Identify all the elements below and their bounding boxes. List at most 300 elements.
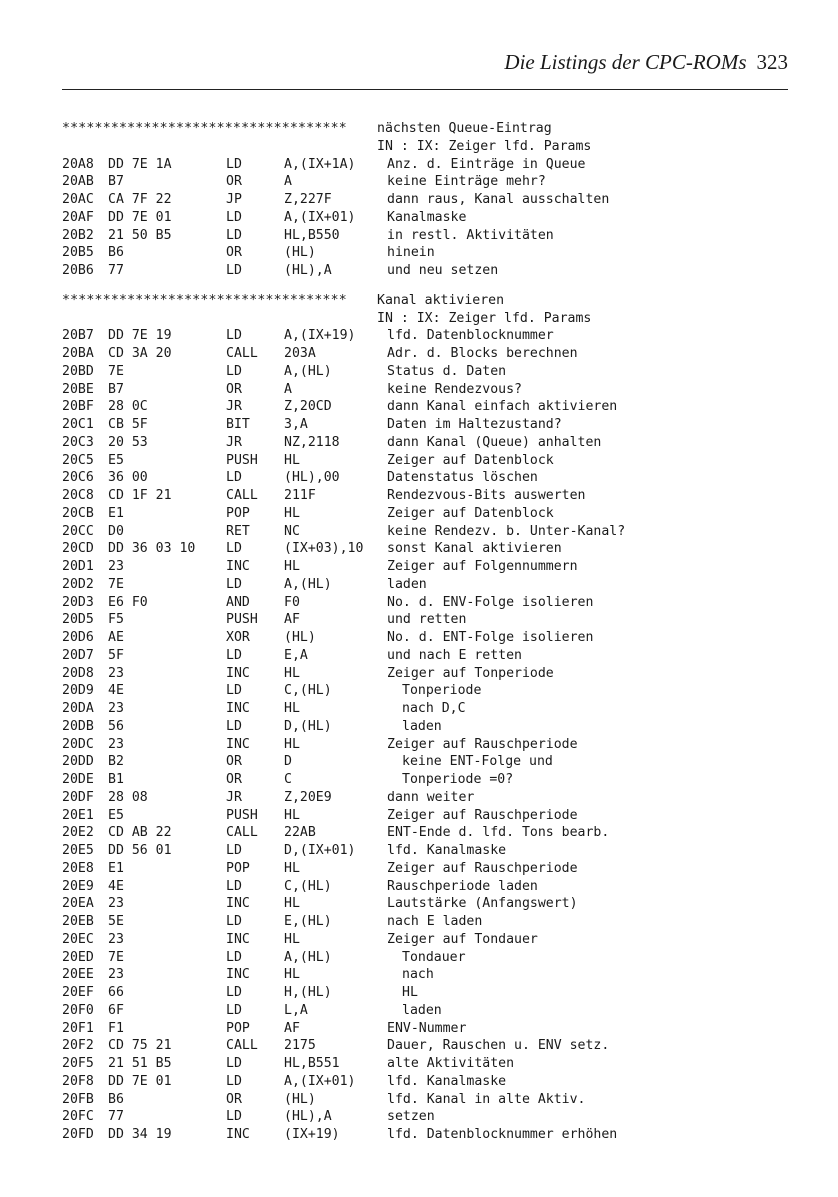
mnemonic: OR — [226, 1091, 242, 1107]
address: 20C3 — [62, 434, 94, 450]
listing-row — [62, 1055, 788, 1073]
mnemonic: CALL — [226, 825, 258, 841]
mnemonic: LD — [226, 878, 242, 894]
listing-row — [62, 1002, 788, 1020]
comment: und nach E retten — [387, 647, 522, 663]
address: 20AC — [62, 192, 94, 207]
mnemonic: LD — [226, 328, 242, 344]
page-number: 323 — [756, 50, 788, 74]
section-heading: nächsten Queue-Eintrag — [377, 121, 552, 136]
opcode-bytes: 20 53 — [108, 434, 148, 450]
comment: IN : IX: Zeiger lfd. Params — [377, 310, 592, 326]
operand: Z,20E9 — [284, 789, 332, 805]
operand: 22AB — [284, 825, 316, 841]
comment: HL — [402, 985, 418, 1000]
opcode-bytes: 5F — [108, 647, 124, 663]
opcode-bytes: E6 F0 — [108, 594, 148, 610]
address: 20DF — [62, 789, 94, 805]
mnemonic: JR — [226, 434, 242, 450]
comment: dann weiter — [387, 789, 475, 805]
operand: C,(HL) — [284, 683, 332, 699]
opcode-bytes: 28 0C — [108, 399, 148, 415]
comment: dann Kanal einfach aktivieren — [387, 399, 618, 415]
listing-row — [62, 505, 788, 523]
listing-row — [62, 913, 788, 931]
separator-stars: *********************************** — [62, 121, 347, 136]
mnemonic: LD — [226, 985, 242, 1000]
mnemonic: JR — [226, 789, 242, 805]
comment: Tondauer — [402, 949, 466, 965]
operand: A,(IX+19) — [284, 328, 356, 344]
operand: NZ,2118 — [284, 434, 340, 450]
mnemonic: CALL — [226, 346, 258, 361]
comment: und neu setzen — [387, 263, 499, 278]
address: 20EE — [62, 967, 94, 983]
comment: Daten im Haltezustand? — [387, 417, 562, 432]
mnemonic: INC — [226, 559, 250, 574]
operand: A,(IX+01) — [284, 209, 356, 225]
address: 20BF — [62, 399, 94, 415]
listing-row — [62, 984, 788, 1002]
address: 20FB — [62, 1091, 94, 1107]
mnemonic: LD — [226, 541, 242, 557]
mnemonic: AND — [226, 594, 250, 610]
mnemonic: INC — [226, 967, 250, 983]
address: 20C6 — [62, 470, 94, 486]
operand: A,(IX+01) — [284, 1073, 356, 1089]
address: 20FC — [62, 1109, 94, 1125]
mnemonic: OR — [226, 754, 242, 770]
comment: Tonperiode — [402, 683, 482, 699]
operand: HL — [284, 665, 300, 681]
opcode-bytes: CD 3A 20 — [108, 346, 172, 361]
comment: laden — [402, 718, 442, 734]
listing-row — [62, 700, 788, 718]
mnemonic: INC — [226, 665, 250, 681]
opcode-bytes: 77 — [108, 1109, 124, 1125]
address: 20D5 — [62, 612, 94, 628]
listing-section — [62, 120, 788, 280]
mnemonic: XOR — [226, 630, 250, 645]
opcode-bytes: 28 08 — [108, 789, 148, 805]
mnemonic: INC — [226, 701, 250, 716]
address: 20E5 — [62, 843, 94, 858]
comment: Kanalmaske — [387, 209, 467, 225]
opcode-bytes: 77 — [108, 263, 124, 278]
opcode-bytes: CD AB 22 — [108, 825, 172, 841]
listing-row — [62, 665, 788, 683]
address: 20D6 — [62, 630, 94, 645]
operand: HL,B550 — [284, 227, 340, 243]
address: 20D8 — [62, 665, 94, 681]
listing-row — [62, 611, 788, 629]
opcode-bytes: DD 56 01 — [108, 843, 172, 858]
address: 20AF — [62, 209, 94, 225]
opcode-bytes: 23 — [108, 736, 124, 752]
comment: nach — [402, 967, 434, 983]
mnemonic: LD — [226, 914, 242, 929]
address: 20CB — [62, 505, 94, 521]
listing-row — [62, 327, 788, 345]
opcode-bytes: 66 — [108, 985, 124, 1000]
address: 20C1 — [62, 417, 94, 432]
address: 20DC — [62, 736, 94, 752]
mnemonic: LD — [226, 949, 242, 965]
mnemonic: LD — [226, 647, 242, 663]
mnemonic: LD — [226, 1002, 242, 1018]
opcode-bytes: 4E — [108, 878, 124, 894]
address: 20F2 — [62, 1038, 94, 1054]
listing-row — [62, 262, 788, 280]
listing-row — [62, 416, 788, 434]
section-header-line — [62, 120, 788, 138]
operand: D,(IX+01) — [284, 843, 356, 858]
address: 20E9 — [62, 878, 94, 894]
operand: 211F — [284, 488, 316, 503]
comment: laden — [402, 1002, 442, 1018]
address: 20B7 — [62, 328, 94, 344]
comment: Adr. d. Blocks berechnen — [387, 346, 578, 361]
opcode-bytes: B6 — [108, 1091, 124, 1107]
mnemonic: POP — [226, 1020, 250, 1036]
mnemonic: LD — [226, 363, 242, 379]
listing-row — [62, 949, 788, 967]
mnemonic: CALL — [226, 1038, 258, 1054]
mnemonic: OR — [226, 245, 242, 261]
listing-row — [62, 842, 788, 860]
opcode-bytes: CA 7F 22 — [108, 192, 172, 207]
comment: Zeiger auf Rauschperiode — [387, 860, 578, 876]
address: 20D1 — [62, 559, 94, 574]
address: 20B2 — [62, 227, 94, 243]
listing-row — [62, 156, 788, 174]
operand: A — [284, 174, 292, 190]
listing-row — [62, 227, 788, 245]
listing-row — [62, 310, 788, 328]
operand: HL — [284, 505, 300, 521]
listing-row — [62, 452, 788, 470]
address: 20AB — [62, 174, 94, 190]
listing-row — [62, 345, 788, 363]
operand: HL — [284, 931, 300, 947]
listing-row — [62, 629, 788, 647]
address: 20B6 — [62, 263, 94, 278]
address: 20BA — [62, 346, 94, 361]
mnemonic: LD — [226, 263, 242, 278]
comment: Status d. Daten — [387, 363, 507, 379]
opcode-bytes: DD 7E 01 — [108, 1073, 172, 1089]
mnemonic: LD — [226, 209, 242, 225]
comment: Rendezvous-Bits auswerten — [387, 488, 586, 503]
opcode-bytes: DD 7E 19 — [108, 328, 172, 344]
comment: nach D,C — [402, 701, 466, 716]
listing-row — [62, 540, 788, 558]
mnemonic: LD — [226, 718, 242, 734]
listing-row — [62, 966, 788, 984]
address: 20BD — [62, 363, 94, 379]
listing-row — [62, 860, 788, 878]
operand: HL,B551 — [284, 1056, 340, 1071]
mnemonic: RET — [226, 523, 250, 539]
opcode-bytes: 36 00 — [108, 470, 148, 486]
opcode-bytes: DD 36 03 10 — [108, 541, 196, 557]
opcode-bytes: DD 7E 01 — [108, 209, 172, 225]
comment: lfd. Datenblocknummer erhöhen — [387, 1127, 618, 1142]
comment: Datenstatus löschen — [387, 470, 538, 486]
address: 20D9 — [62, 683, 94, 699]
address: 20C5 — [62, 452, 94, 468]
opcode-bytes: B2 — [108, 754, 124, 770]
comment: Zeiger auf Rauschperiode — [387, 736, 578, 752]
listing-row — [62, 381, 788, 399]
opcode-bytes: CD 1F 21 — [108, 488, 172, 503]
opcode-bytes: 21 50 B5 — [108, 227, 172, 243]
listing-row — [62, 736, 788, 754]
comment: sonst Kanal aktivieren — [387, 541, 562, 557]
opcode-bytes: 23 — [108, 665, 124, 681]
listing-row — [62, 434, 788, 452]
operand: F0 — [284, 594, 300, 610]
address: 20EF — [62, 985, 94, 1000]
listing-row — [62, 244, 788, 262]
mnemonic: LD — [226, 1109, 242, 1125]
address: 20A8 — [62, 156, 94, 172]
opcode-bytes: 56 — [108, 718, 124, 734]
listing-row — [62, 1073, 788, 1091]
address: 20FD — [62, 1127, 94, 1142]
opcode-bytes: E5 — [108, 807, 124, 823]
address: 20D3 — [62, 594, 94, 610]
opcode-bytes: 23 — [108, 896, 124, 912]
address: 20DA — [62, 701, 94, 716]
comment: lfd. Datenblocknummer — [387, 328, 554, 344]
mnemonic: OR — [226, 174, 242, 190]
comment: setzen — [387, 1109, 435, 1125]
comment: IN : IX: Zeiger lfd. Params — [377, 138, 592, 154]
listing-row — [62, 469, 788, 487]
comment: Zeiger auf Tonperiode — [387, 665, 554, 681]
assembly-listing — [62, 120, 788, 1156]
mnemonic: LD — [226, 1056, 242, 1071]
listing-row — [62, 487, 788, 505]
operand: HL — [284, 896, 300, 912]
operand: (HL) — [284, 630, 316, 645]
operand: A,(HL) — [284, 949, 332, 965]
comment: keine Rendezvous? — [387, 381, 522, 397]
comment: dann Kanal (Queue) anhalten — [387, 434, 602, 450]
operand: D,(HL) — [284, 718, 332, 734]
operand: HL — [284, 807, 300, 823]
mnemonic: JP — [226, 192, 242, 207]
operand: Z,227F — [284, 192, 332, 207]
address: 20BE — [62, 381, 94, 397]
listing-row — [62, 523, 788, 541]
operand: E,A — [284, 647, 308, 663]
listing-row — [62, 824, 788, 842]
address: 20CD — [62, 541, 94, 557]
operand: HL — [284, 736, 300, 752]
operand: H,(HL) — [284, 985, 332, 1000]
operand: A,(HL) — [284, 576, 332, 592]
mnemonic: POP — [226, 505, 250, 521]
address: 20DB — [62, 718, 94, 734]
operand: HL — [284, 701, 300, 716]
comment: keine ENT-Folge und — [402, 754, 553, 770]
listing-row — [62, 173, 788, 191]
comment: Zeiger auf Tondauer — [387, 931, 538, 947]
header-rule — [62, 89, 788, 90]
listing-row — [62, 558, 788, 576]
listing-section — [62, 292, 788, 1144]
comment: laden — [387, 576, 427, 592]
comment: lfd. Kanalmaske — [387, 843, 507, 858]
address: 20F8 — [62, 1073, 94, 1089]
address: 20E8 — [62, 860, 94, 876]
comment: Tonperiode =0? — [402, 772, 514, 787]
operand: (HL),A — [284, 1109, 332, 1125]
mnemonic: LD — [226, 576, 242, 592]
comment: lfd. Kanalmaske — [387, 1073, 507, 1089]
comment: in restl. Aktivitäten — [387, 227, 554, 243]
comment: alte Aktivitäten — [387, 1056, 515, 1071]
opcode-bytes: D0 — [108, 523, 124, 539]
comment: und retten — [387, 612, 467, 628]
comment: No. d. ENV-Folge isolieren — [387, 594, 594, 610]
section-header-line — [62, 292, 788, 310]
listing-row — [62, 878, 788, 896]
mnemonic: CALL — [226, 488, 258, 503]
mnemonic: JR — [226, 399, 242, 415]
operand: A,(IX+1A) — [284, 156, 356, 172]
comment: Zeiger auf Datenblock — [387, 505, 554, 521]
opcode-bytes: 23 — [108, 931, 124, 947]
mnemonic: INC — [226, 896, 250, 912]
opcode-bytes: 23 — [108, 967, 124, 983]
separator-stars: *********************************** — [62, 292, 347, 308]
operand: A,(HL) — [284, 363, 332, 379]
operand: 203A — [284, 346, 316, 361]
listing-row — [62, 895, 788, 913]
address: 20CC — [62, 523, 94, 539]
listing-row — [62, 682, 788, 700]
operand: (HL),00 — [284, 470, 340, 486]
listing-row — [62, 647, 788, 665]
opcode-bytes: F1 — [108, 1020, 124, 1036]
operand: HL — [284, 860, 300, 876]
operand: HL — [284, 967, 300, 983]
mnemonic: LD — [226, 683, 242, 699]
listing-row — [62, 1037, 788, 1055]
address: 20F5 — [62, 1056, 94, 1071]
address: 20DD — [62, 754, 94, 770]
opcode-bytes: 21 51 B5 — [108, 1056, 172, 1071]
opcode-bytes: E5 — [108, 452, 124, 468]
comment: Lautstärke (Anfangswert) — [387, 896, 578, 912]
comment: ENV-Nummer — [387, 1020, 467, 1036]
mnemonic: LD — [226, 470, 242, 486]
operand: C — [284, 772, 292, 787]
listing-row — [62, 718, 788, 736]
mnemonic: PUSH — [226, 612, 258, 628]
operand: E,(HL) — [284, 914, 332, 929]
comment: Anz. d. Einträge in Queue — [387, 156, 586, 172]
listing-row — [62, 594, 788, 612]
operand: (IX+19) — [284, 1127, 340, 1142]
address: 20F1 — [62, 1020, 94, 1036]
opcode-bytes: 23 — [108, 559, 124, 574]
opcode-bytes: B7 — [108, 174, 124, 190]
opcode-bytes: DD 7E 1A — [108, 156, 172, 172]
listing-row — [62, 1126, 788, 1144]
opcode-bytes: E1 — [108, 505, 124, 521]
listing-row — [62, 363, 788, 381]
address: 20ED — [62, 949, 94, 965]
comment: No. d. ENT-Folge isolieren — [387, 630, 594, 645]
operand: (HL) — [284, 1091, 316, 1107]
operand: D — [284, 754, 292, 770]
comment: Zeiger auf Datenblock — [387, 452, 554, 468]
listing-row — [62, 1020, 788, 1038]
operand: A — [284, 381, 292, 397]
address: 20EA — [62, 896, 94, 912]
comment: hinein — [387, 245, 435, 261]
listing-row — [62, 209, 788, 227]
opcode-bytes: 23 — [108, 701, 124, 716]
opcode-bytes: CD 75 21 — [108, 1038, 172, 1054]
comment: lfd. Kanal in alte Aktiv. — [387, 1091, 586, 1107]
address: 20F0 — [62, 1002, 94, 1018]
address: 20D7 — [62, 647, 94, 663]
operand: L,A — [284, 1002, 308, 1018]
running-head — [62, 50, 788, 75]
listing-row — [62, 807, 788, 825]
listing-row — [62, 771, 788, 789]
opcode-bytes: F5 — [108, 612, 124, 628]
comment: ENT-Ende d. lfd. Tons bearb. — [387, 825, 610, 841]
listing-row — [62, 138, 788, 156]
operand: C,(HL) — [284, 878, 332, 894]
listing-row — [62, 576, 788, 594]
opcode-bytes: 7E — [108, 363, 124, 379]
opcode-bytes: B1 — [108, 772, 124, 787]
operand: Z,20CD — [284, 399, 332, 415]
listing-row — [62, 931, 788, 949]
mnemonic: LD — [226, 227, 242, 243]
listing-row — [62, 398, 788, 416]
address: 20E1 — [62, 807, 94, 823]
address: 20DE — [62, 772, 94, 787]
operand: (HL),A — [284, 263, 332, 278]
comment: Rauschperiode laden — [387, 878, 538, 894]
address: 20E2 — [62, 825, 94, 841]
opcode-bytes: E1 — [108, 860, 124, 876]
listing-row — [62, 1108, 788, 1126]
address: 20C8 — [62, 488, 94, 503]
comment: keine Einträge mehr? — [387, 174, 546, 190]
operand: HL — [284, 452, 300, 468]
mnemonic: INC — [226, 736, 250, 752]
mnemonic: PUSH — [226, 452, 258, 468]
address: 20EB — [62, 914, 94, 929]
section-heading: Kanal aktivieren — [377, 292, 505, 308]
opcode-bytes: CB 5F — [108, 417, 148, 432]
opcode-bytes: 5E — [108, 914, 124, 929]
page-title: Die Listings der CPC-ROMs — [504, 50, 747, 74]
listing-row — [62, 789, 788, 807]
operand: HL — [284, 559, 300, 574]
comment: keine Rendezv. b. Unter-Kanal? — [387, 523, 626, 539]
mnemonic: OR — [226, 381, 242, 397]
